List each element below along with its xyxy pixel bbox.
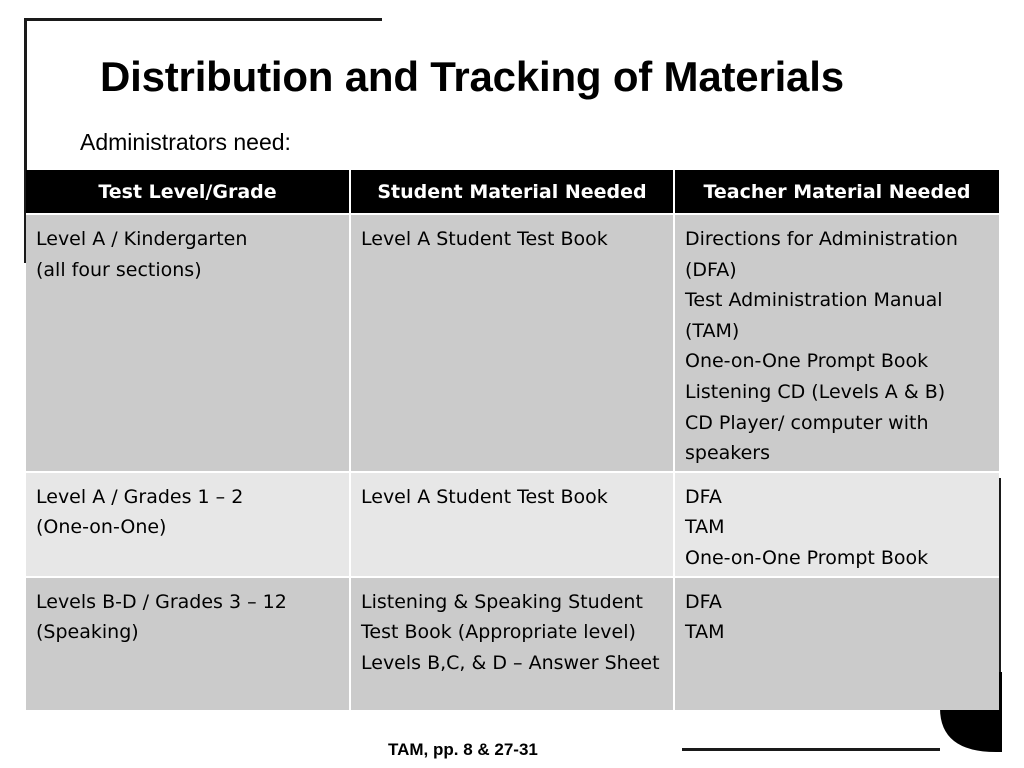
cell-test-level — [26, 577, 350, 710]
cell-text: DFA — [685, 485, 722, 508]
table-row — [26, 472, 999, 577]
materials-table — [26, 170, 999, 710]
footer-reference: TAM, pp. 8 & 27-31 — [388, 740, 538, 759]
cell-text: Level A / Kindergarten — [36, 228, 248, 250]
table-header-row — [26, 170, 999, 214]
cell-teacher-material — [674, 214, 999, 472]
materials-table-wrapper — [26, 170, 999, 710]
cell-text: (all four sections) — [36, 258, 202, 281]
slide-title: Distribution and Tracking of Materials — [100, 53, 844, 100]
cell-text: Levels B,C, & D – Answer Sheet — [361, 651, 660, 674]
header-student-material: Student Material Needed — [350, 170, 674, 214]
cell-text: Level A Student Test Book — [361, 228, 608, 250]
cell-student-material — [350, 577, 674, 710]
cell-text: One-on-One Prompt Book — [685, 350, 929, 373]
slide-subtitle: Administrators need: — [80, 129, 291, 155]
header-test-level: Test Level/Grade — [26, 170, 350, 214]
cell-text: DFA — [685, 590, 722, 613]
cell-text: One-on-One Prompt Book — [685, 546, 929, 569]
cell-student-material — [350, 472, 674, 577]
cell-test-level — [26, 472, 350, 577]
table-row — [26, 214, 999, 472]
cell-text: TAM — [685, 516, 725, 539]
cell-teacher-material — [674, 472, 999, 577]
cell-text: (One-on-One) — [36, 516, 167, 539]
cell-text: (Speaking) — [36, 621, 139, 644]
cell-text: TAM — [685, 621, 725, 644]
cell-text: Level A Student Test Book — [361, 485, 608, 508]
cell-text: Listening & Speaking Student Test Book (Appropriate level) — [361, 590, 643, 644]
cell-text: Test Administration Manual (TAM) — [685, 289, 943, 342]
header-teacher-material: Teacher Material Needed — [674, 170, 999, 214]
table-row — [26, 577, 999, 710]
cell-text: Directions for Administration (DFA) — [685, 228, 958, 281]
cell-test-level — [26, 214, 350, 472]
cell-text: Level A / Grades 1 – 2 — [36, 485, 244, 508]
cell-text: Levels B-D / Grades 3 – 12 — [36, 590, 287, 613]
frame-line-top — [26, 18, 382, 21]
cell-text: Listening CD (Levels A & B) — [685, 380, 946, 403]
cell-teacher-material — [674, 577, 999, 710]
cell-text: CD Player/ computer with speakers — [685, 411, 929, 465]
cell-student-material — [350, 214, 674, 472]
